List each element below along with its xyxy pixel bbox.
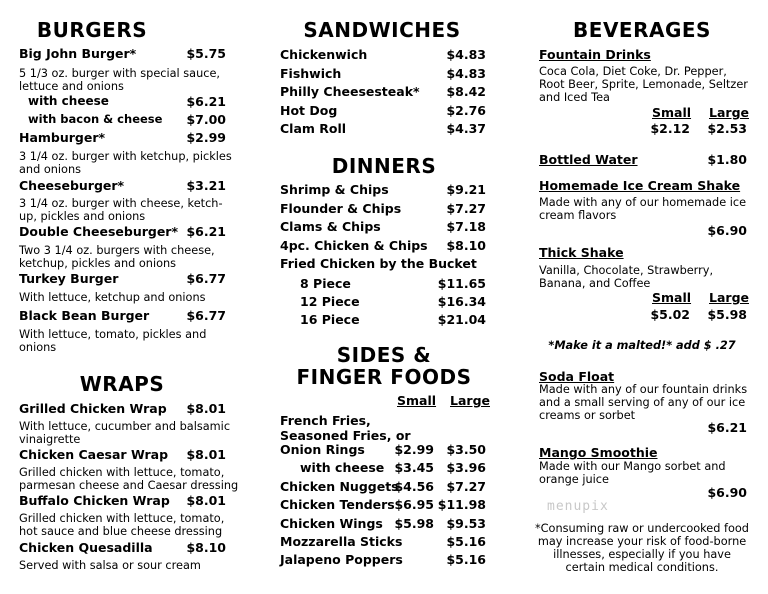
column-label-small: Small xyxy=(652,105,692,120)
item-description: Vanilla, Chocolate, Strawberry, xyxy=(539,264,714,277)
beverage-name: Thick Shake xyxy=(539,245,624,260)
menu-item-name: Seasoned Fries, or xyxy=(280,427,411,443)
menu-item-name: Cheeseburger* xyxy=(19,178,125,193)
menu-item-name: Hamburger* xyxy=(19,130,106,145)
small-price: $5.98 xyxy=(394,516,434,531)
menu-item-name: Buffalo Chicken Wrap xyxy=(19,493,170,508)
menu-item-name: Clam Roll xyxy=(280,121,347,136)
bucket-item-price: $21.04 xyxy=(437,312,486,327)
item-description: 3 1/4 oz. burger with ketchup, pickles xyxy=(19,150,232,163)
item-description: and Iced Tea xyxy=(539,91,610,104)
item-description: Grilled chicken with lettuce, tomato, xyxy=(19,466,225,479)
malted-note: *Make it a malted!* add $ .27 xyxy=(548,339,736,352)
menu-item-name: with bacon & cheese xyxy=(28,112,163,126)
menu-item-price: $8.10 xyxy=(186,540,226,555)
large-price: $3.50 xyxy=(446,442,486,457)
item-description: orange juice xyxy=(539,473,609,486)
item-description: Banana, and Coffee xyxy=(539,277,651,290)
menu-item-name: 4pc. Chicken & Chips xyxy=(280,237,428,253)
large-price: $7.27 xyxy=(446,479,486,494)
disclaimer-text: *Consuming raw or undercooked food xyxy=(535,522,749,535)
large-price: $5.98 xyxy=(707,307,747,322)
bucket-item-price: $16.34 xyxy=(437,294,486,309)
menu-item-name: Chicken Nuggets xyxy=(280,479,399,494)
item-description: Two 3 1/4 oz. burgers with cheese, xyxy=(19,244,215,257)
menu-item-price: $6.21 xyxy=(186,224,226,239)
menu-item-price: $4.37 xyxy=(446,121,486,136)
large-price: $5.16 xyxy=(446,552,486,567)
menu-item-price: $5.75 xyxy=(186,46,226,61)
menu-item-name: Chickenwich xyxy=(280,47,368,62)
large-price: $9.53 xyxy=(446,516,486,531)
item-description: Made with any of our fountain drinks xyxy=(539,383,748,396)
menu-item-name: Black Bean Burger xyxy=(19,308,150,323)
item-description: 5 1/3 oz. burger with special sauce, xyxy=(19,67,220,80)
menu-item-price: $7.00 xyxy=(186,112,226,127)
small-price: $5.02 xyxy=(650,307,690,322)
menu-item-name: Chicken Wings xyxy=(280,516,383,531)
beverage-name: Fountain Drinks xyxy=(539,47,651,62)
item-description: With lettuce, cucumber and balsamic xyxy=(19,420,231,433)
section-title-sandwiches: SANDWICHES xyxy=(303,18,461,42)
menu-item-price: $1.80 xyxy=(707,152,747,167)
menu-item-name: French Fries, xyxy=(280,413,371,428)
section-title-dinners: DINNERS xyxy=(331,154,437,178)
menu-item-price: $6.90 xyxy=(707,485,747,500)
menu-item-name: Chicken Caesar Wrap xyxy=(19,447,169,462)
menu-item-price: $6.21 xyxy=(707,420,747,435)
menu-item-price: $3.21 xyxy=(186,178,226,193)
menu-item-price: $6.77 xyxy=(186,308,226,323)
small-price: $6.95 xyxy=(394,497,434,512)
large-price: $3.96 xyxy=(446,460,486,475)
item-description: and onions xyxy=(19,163,82,176)
menu-item-name: Mozzarella Sticks xyxy=(280,534,403,549)
menu-item-price: $9.21 xyxy=(446,182,486,197)
item-description: With lettuce, tomato, pickles and xyxy=(19,328,207,341)
column-label-small: Small xyxy=(652,290,692,305)
menu-item-name: Grilled Chicken Wrap xyxy=(19,401,167,416)
menu-item-name: Big John Burger* xyxy=(19,46,137,61)
menu-item-name: Onion Rings xyxy=(280,442,365,457)
bucket-item-name: 12 Piece xyxy=(300,294,360,309)
menu-item-price: $4.83 xyxy=(446,47,486,62)
menu-item-name: Fishwich xyxy=(280,65,342,81)
item-description: Root Beer, Sprite, Lemonade, Seltzer xyxy=(539,78,748,91)
item-description: Grilled chicken with lettuce, tomato, xyxy=(19,512,225,525)
bucket-item-name: 8 Piece xyxy=(300,276,351,291)
beverage-name: Soda Float xyxy=(539,369,615,384)
column-label-large: Large xyxy=(709,105,749,120)
menu-item-price: $8.10 xyxy=(446,237,486,253)
section-title-burgers: BURGERS xyxy=(36,18,148,42)
menu-item-name: Hot Dog xyxy=(280,102,338,118)
section-title-beverages: BEVERAGES xyxy=(573,18,711,42)
item-description: Served with salsa or sour cream xyxy=(19,559,201,572)
small-price: $2.99 xyxy=(394,442,434,457)
menu-item-price: $8.42 xyxy=(446,84,486,99)
section-title-wraps: WRAPS xyxy=(79,372,165,396)
watermark: menupix xyxy=(547,499,609,514)
menu-item-price: $8.01 xyxy=(186,401,226,416)
item-description: parmesan cheese and Caesar dressing xyxy=(19,479,239,492)
menu-item-name: with cheese xyxy=(28,94,109,108)
bucket-item-name: 16 Piece xyxy=(300,312,360,327)
disclaimer-text: may increase your risk of food-borne xyxy=(537,535,747,548)
menu-item-price: $6.21 xyxy=(186,94,226,109)
item-description: vinaigrette xyxy=(19,433,81,446)
small-price: $4.56 xyxy=(394,479,434,494)
large-price: $5.16 xyxy=(446,534,486,549)
disclaimer-text: certain medical conditions. xyxy=(565,561,719,574)
menu-item-name: Double Cheeseburger* xyxy=(19,224,179,239)
section-title-sides-line1: SIDES & xyxy=(336,343,432,367)
menu-item-price: $4.83 xyxy=(446,65,486,81)
menu-item-price: $6.77 xyxy=(186,271,226,286)
beverage-name: Mango Smoothie xyxy=(539,445,658,460)
small-price: $3.45 xyxy=(394,460,434,475)
large-price: $2.53 xyxy=(707,121,747,136)
menu-item-name: Shrimp & Chips xyxy=(280,182,389,197)
menu-item-name: Turkey Burger xyxy=(19,271,119,286)
menu-item-price: $8.01 xyxy=(186,493,226,508)
item-description: Coca Cola, Diet Coke, Dr. Pepper, xyxy=(539,65,727,78)
bucket-label: Fried Chicken by the Bucket xyxy=(280,256,477,271)
item-description: hot sauce and blue cheese dressing xyxy=(19,525,223,538)
column-label-large: Large xyxy=(709,290,749,305)
menu-item-name: Flounder & Chips xyxy=(280,200,402,216)
menu-item-price: $2.76 xyxy=(446,102,486,118)
column-label-small: Small xyxy=(397,393,437,408)
section-title-sides-line2: FINGER FOODS xyxy=(296,365,472,389)
menu-item-price: $7.18 xyxy=(446,219,486,234)
menu-item-name: Philly Cheesesteak* xyxy=(280,84,420,99)
menu-item-name: with cheese xyxy=(300,460,385,475)
item-description: 3 1/4 oz. burger with cheese, ketch- xyxy=(19,197,223,210)
menu-item-price: $2.99 xyxy=(186,130,226,145)
item-description: onions xyxy=(19,341,57,354)
column-label-large: Large xyxy=(450,393,490,408)
bucket-item-price: $11.65 xyxy=(437,276,486,291)
small-price: $2.12 xyxy=(650,121,690,136)
menu-item-name: Jalapeno Poppers xyxy=(280,552,403,567)
menu-item-price: $8.01 xyxy=(186,447,226,462)
item-description: Made with any of our homemade ice xyxy=(539,196,747,209)
disclaimer-text: illnesses, especially if you have xyxy=(553,548,731,561)
menu-item-name: Clams & Chips xyxy=(280,219,381,234)
item-description: creams or sorbet xyxy=(539,409,636,422)
menu-item-price: $7.27 xyxy=(446,200,486,216)
large-price: $11.98 xyxy=(437,497,486,512)
item-description: With lettuce, ketchup and onions xyxy=(19,291,206,304)
beverage-name: Homemade Ice Cream Shake xyxy=(539,178,741,193)
item-description: up, pickles and onions xyxy=(19,210,146,223)
menu-item-price: $6.90 xyxy=(707,223,747,238)
item-description: Made with our Mango sorbet and xyxy=(539,460,726,473)
menu-item-name: Chicken Tenders xyxy=(280,497,395,512)
menu-item-name: Chicken Quesadilla xyxy=(19,540,153,555)
beverage-name: Bottled Water xyxy=(539,152,638,167)
item-description: lettuce and onions xyxy=(19,80,124,93)
item-description: ketchup, pickles and onions xyxy=(19,257,177,270)
item-description: and a small serving of any of our ice xyxy=(539,396,746,409)
item-description: cream flavors xyxy=(539,209,617,222)
